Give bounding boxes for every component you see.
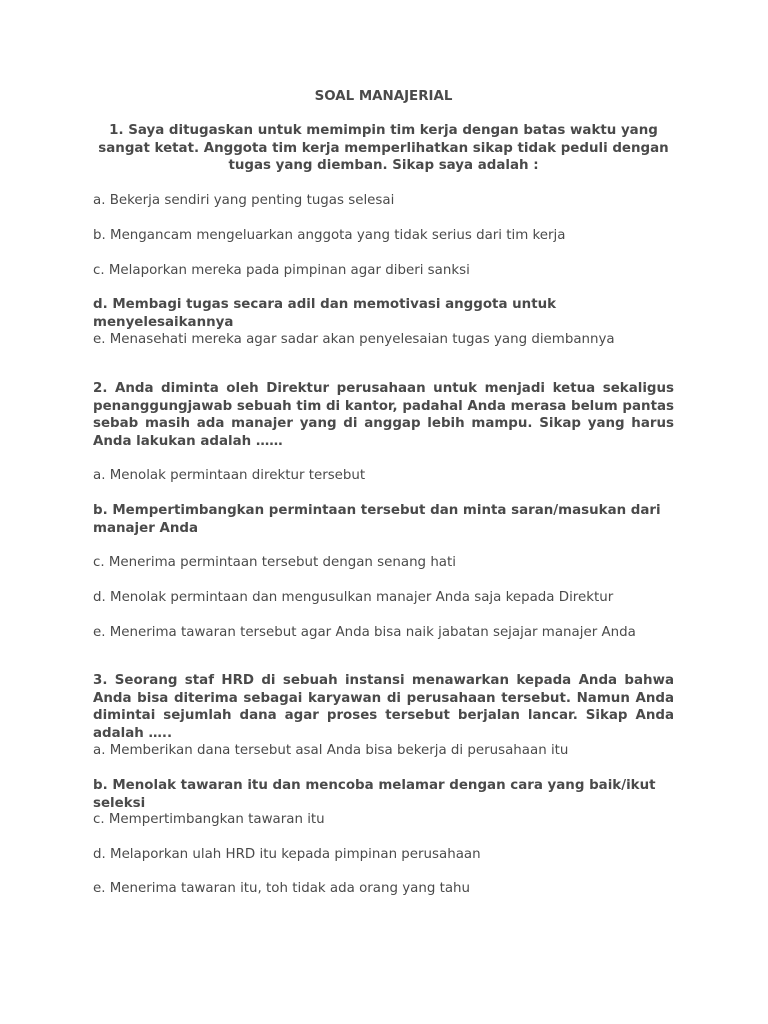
question-3-option-d: d. Melaporkan ulah HRD itu kepada pimpinan perusahaan: [93, 847, 481, 862]
question-2-option-a: a. Menolak permintaan direktur tersebut: [93, 468, 366, 483]
question-2-option-d: d. Menolak permintaan dan mengusulkan manajer Anda saja kepada Direktur: [93, 590, 614, 605]
question-1-option-b: b. Mengancam mengeluarkan anggota yang tidak serius dari tim kerja: [93, 228, 566, 243]
question-2-option-b: b. Mempertimbangkan permintaan tersebut dan minta saran/masukan dari manajer Anda: [93, 503, 661, 536]
question-2: 2. Anda diminta oleh Direktur perusahaan untuk menjadi ketua sekaligus penanggungjawab sebuah tim di kantor, padahal Anda merasa belum pantas sebab masih ada manajer yang di anggap lebih mampu. Sikap yang harus Anda lakukan adalah ……: [93, 381, 674, 449]
question-3: 3. Seorang staf HRD di sebuah instansi menawarkan kepada Anda bahwa Anda bisa diterima sebagai karyawan di perusahaan tersebut. Namun Anda dimintai sejumlah dana agar proses tersebut berjalan lancar. Sikap Anda adalah …..: [93, 673, 674, 741]
question-3-option-b: b. Menolak tawaran itu dan mencoba melamar dengan cara yang baik/ikut seleksi: [93, 778, 656, 811]
question-3-option-a: a. Memberikan dana tersebut asal Anda bisa bekerja di perusahaan itu: [93, 743, 569, 758]
question-1-option-a: a. Bekerja sendiri yang penting tugas selesai: [93, 193, 395, 208]
document-title: SOAL MANAJERIAL: [314, 89, 453, 104]
question-1-option-d: d. Membagi tugas secara adil dan memotivasi anggota untuk menyelesaikannya: [93, 297, 557, 330]
question-1-option-e: e. Menasehati mereka agar sadar akan penyelesaian tugas yang diembannya: [93, 332, 615, 347]
question-3-option-e: e. Menerima tawaran itu, toh tidak ada orang yang tahu: [93, 881, 471, 896]
question-1-option-c: c. Melaporkan mereka pada pimpinan agar diberi sanksi: [93, 263, 470, 278]
question-1: 1. Saya ditugaskan untuk memimpin tim kerja dengan batas waktu yang sangat ketat. Anggota tim kerja memperlihatkan sikap tidak peduli dengan tugas yang diemban. Sikap saya adalah :: [98, 123, 669, 173]
question-2-option-e: e. Menerima tawaran tersebut agar Anda bisa naik jabatan sejajar manajer Anda: [93, 625, 636, 640]
question-2-option-c: c. Menerima permintaan tersebut dengan senang hati: [93, 555, 456, 570]
question-3-option-c: c. Mempertimbangkan tawaran itu: [93, 812, 325, 827]
